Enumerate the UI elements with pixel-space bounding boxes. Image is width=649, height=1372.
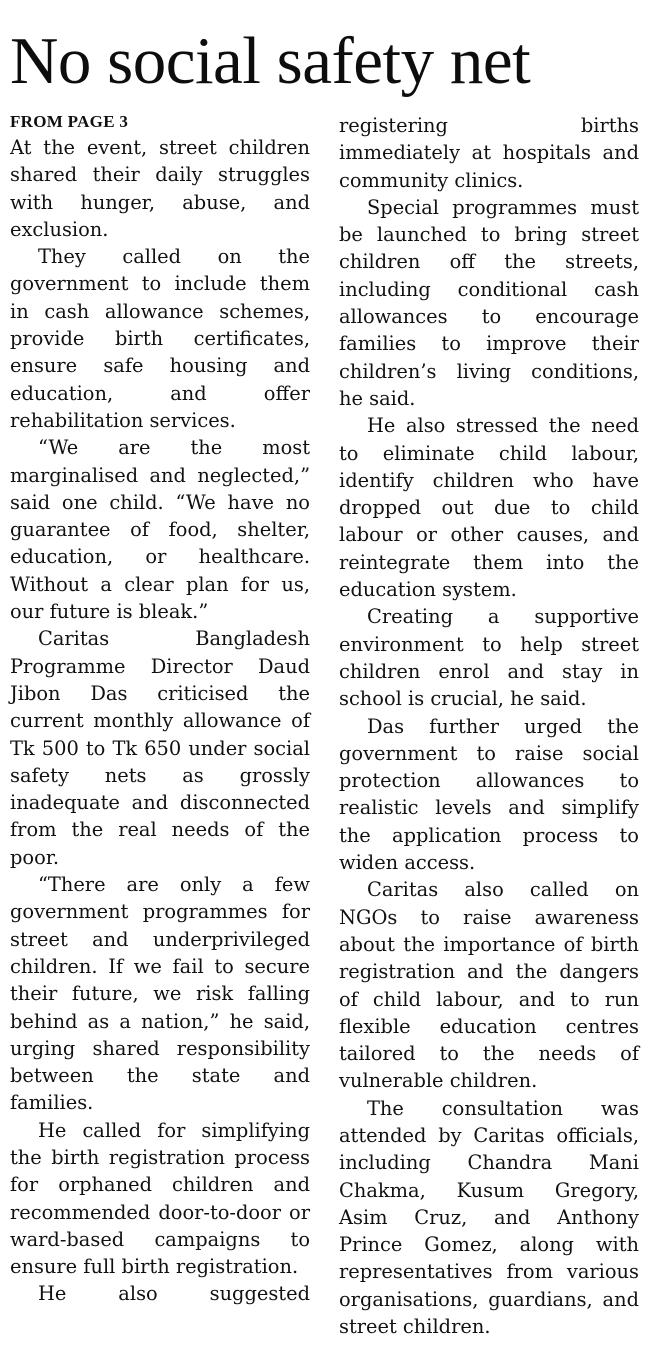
article-paragraph: registering births immediately at hospitals and community clinics. [339, 114, 639, 192]
article-paragraph: He called for simplifying the birth registration process for orphaned children and recommended door-to-door or ward-based campaigns to ensure full birth registration. [10, 1118, 310, 1279]
article-paragraph: “There are only a few government programmes for street and underprivileged children. If we fail to secure their future, we risk falling behind as a nation,” he said, urging shared responsibility between the state and families. [10, 873, 310, 1115]
article-paragraph: They called on the government to include them in cash allowance schemes, provide birth certificates, ensure safe housing and education, and offer rehabilitation services. [10, 245, 310, 432]
article-paragraph: Special programmes must be launched to bring street children off the streets, including conditional cash allowances to encourage families to improve their children’s living conditions, he said. [339, 195, 639, 410]
headline: No social safety net [10, 24, 531, 98]
article-paragraph: Das further urged the government to raise social protection allowances to realistic levels and simplify the application process to widen access. [339, 714, 639, 875]
article-paragraph: The consultation was attended by Caritas officials, including Chandra Mani Chakma, Kusum Gregory, Asim Cruz, and Anthony Prince Gomez, along with representatives from various organisations, guardians, and street children. [339, 1096, 639, 1339]
article-paragraph: Creating a supportive environment to help street children enrol and stay in school is crucial, he said. [339, 605, 639, 711]
continued-from-label: FROM PAGE 3 [10, 112, 129, 131]
article-paragraph: Caritas also called on NGOs to raise awareness about the importance of birth registration and the dangers of child labour, and to run flexible education centres tailored to the needs of vulnerable children. [339, 878, 639, 1093]
article-paragraph: He also stressed the need to eliminate child labour, identify children who have dropped out due to child labour or other causes, and reintegrate them into the education system. [339, 414, 639, 602]
article-paragraph: Caritas Bangladesh Programme Director Daud Jibon Das criticised the current monthly allowance of Tk 500 to Tk 650 under social safety nets as grossly inadequate and disconnected from the real needs of the poor. [10, 627, 310, 869]
article-paragraph: “We are the most marginalised and neglected,” said one child. “We have no guarantee of food, shelter, education, or healthcare. Without a clear plan for us, our future is bleak.” [10, 436, 310, 624]
article-column-right [339, 112, 639, 1340]
article-paragraph: At the event, street children shared their daily struggles with hunger, abuse, and exclusion. [10, 136, 310, 241]
article-paragraph-continued: He also suggested [38, 1282, 310, 1306]
article-column-left [10, 112, 310, 1308]
